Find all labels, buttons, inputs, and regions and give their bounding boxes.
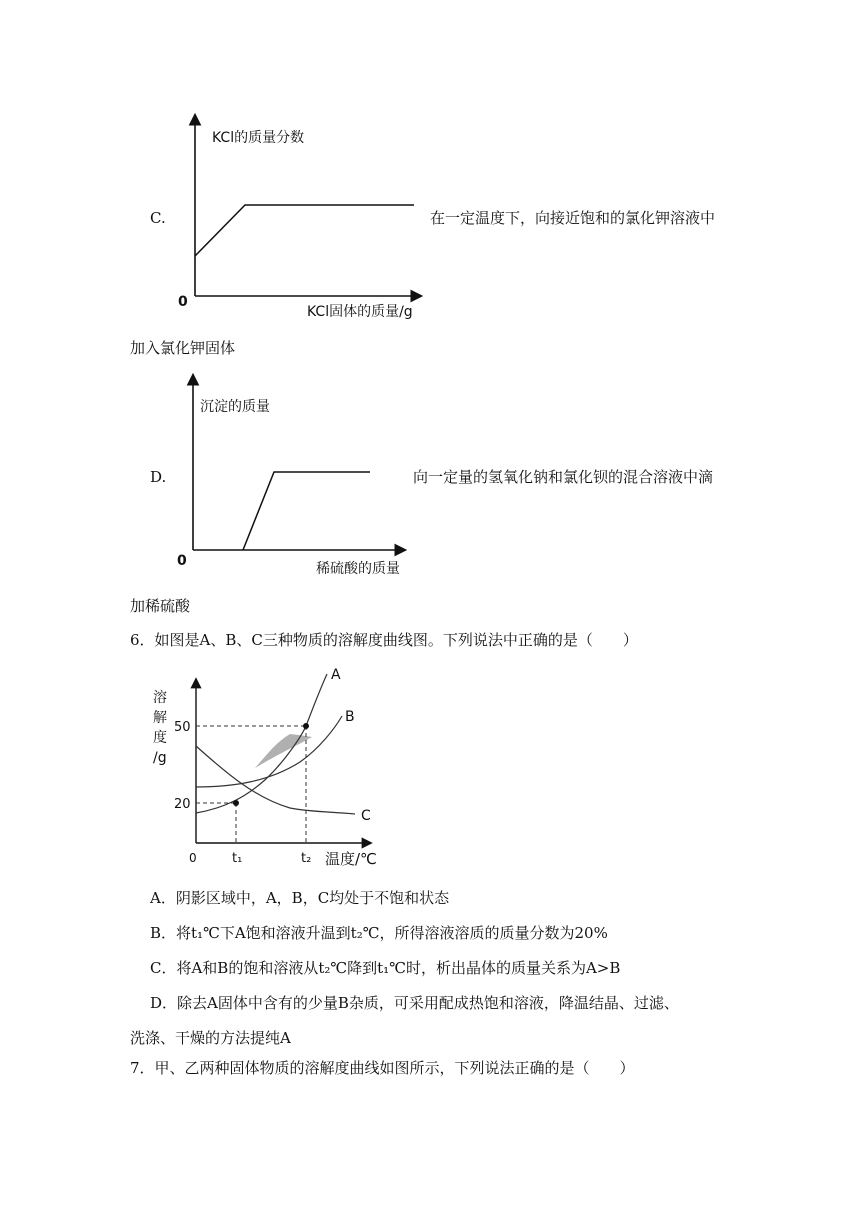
point-a-t1 [233,800,239,806]
question-6-stem: 6．如图是A、B、C三种物质的溶解度曲线图。下列说法中正确的是（ ） [130,631,638,649]
curve-label-c: C [361,808,371,824]
y-tick-50: 50 [174,720,191,735]
y-axis-char-4: /g [153,750,167,766]
question-6-option-d: D．除去A固体中含有的少量B杂质，可采用配成热饱和溶液，降温结晶、过滤、 [150,994,679,1012]
y-axis-char-1: 溶 [153,690,167,706]
curve-label-a: A [331,667,341,683]
shaded-region [255,734,312,768]
point-a-t2 [303,723,309,729]
question-7-stem: 7．甲、乙两种固体物质的溶解度曲线如图所示，下列说法正确的是（ ） [130,1059,635,1077]
question-6-option-c: C．将A和B的饱和溶液从t₂℃降到t₁℃时，析出晶体的质量关系为A>B [150,959,621,977]
x-tick-t2: t₂ [301,851,312,866]
x-axis-label: 温度/℃ [325,850,377,868]
option-c-letter: C. [150,209,166,227]
option-d-desc-line2: 加稀硫酸 [130,597,191,615]
option-d-x-label: 稀硫酸的质量 [316,561,400,577]
option-d-desc-line1: 向一定量的氢氧化钠和氯化钡的混合溶液中滴 [413,468,714,486]
option-c-y-label: KCl的质量分数 [212,130,305,146]
y-tick-20: 20 [174,797,191,812]
origin-label: 0 [189,851,197,865]
option-c-desc-line2: 加入氯化钾固体 [130,339,236,357]
y-axis-char-2: 解 [153,710,167,726]
curve-b [196,716,342,787]
option-d-y-label: 沉淀的质量 [200,399,270,415]
question-6-option-b: B．将t₁℃下A饱和溶液升温到t₂℃，所得溶液溶质的质量分数为20% [150,924,608,942]
y-axis-char-3: 度 [153,730,167,746]
curve-a [196,674,327,813]
option-c-x-label: KCl固体的质量/g [307,304,413,320]
option-d-origin: 0 [177,553,187,569]
x-tick-t1: t₁ [232,851,243,866]
option-c-desc-line1: 在一定温度下，向接近饱和的氯化钾溶液中 [430,209,716,227]
option-c-origin: 0 [178,294,188,310]
question-6-option-a: A．阴影区域中，A，B，C均处于不饱和状态 [150,889,450,907]
option-d-letter: D. [150,468,167,486]
question-6-option-d-cont: 洗涤、干燥的方法提纯A [130,1029,291,1047]
curve-label-b: B [345,709,355,725]
